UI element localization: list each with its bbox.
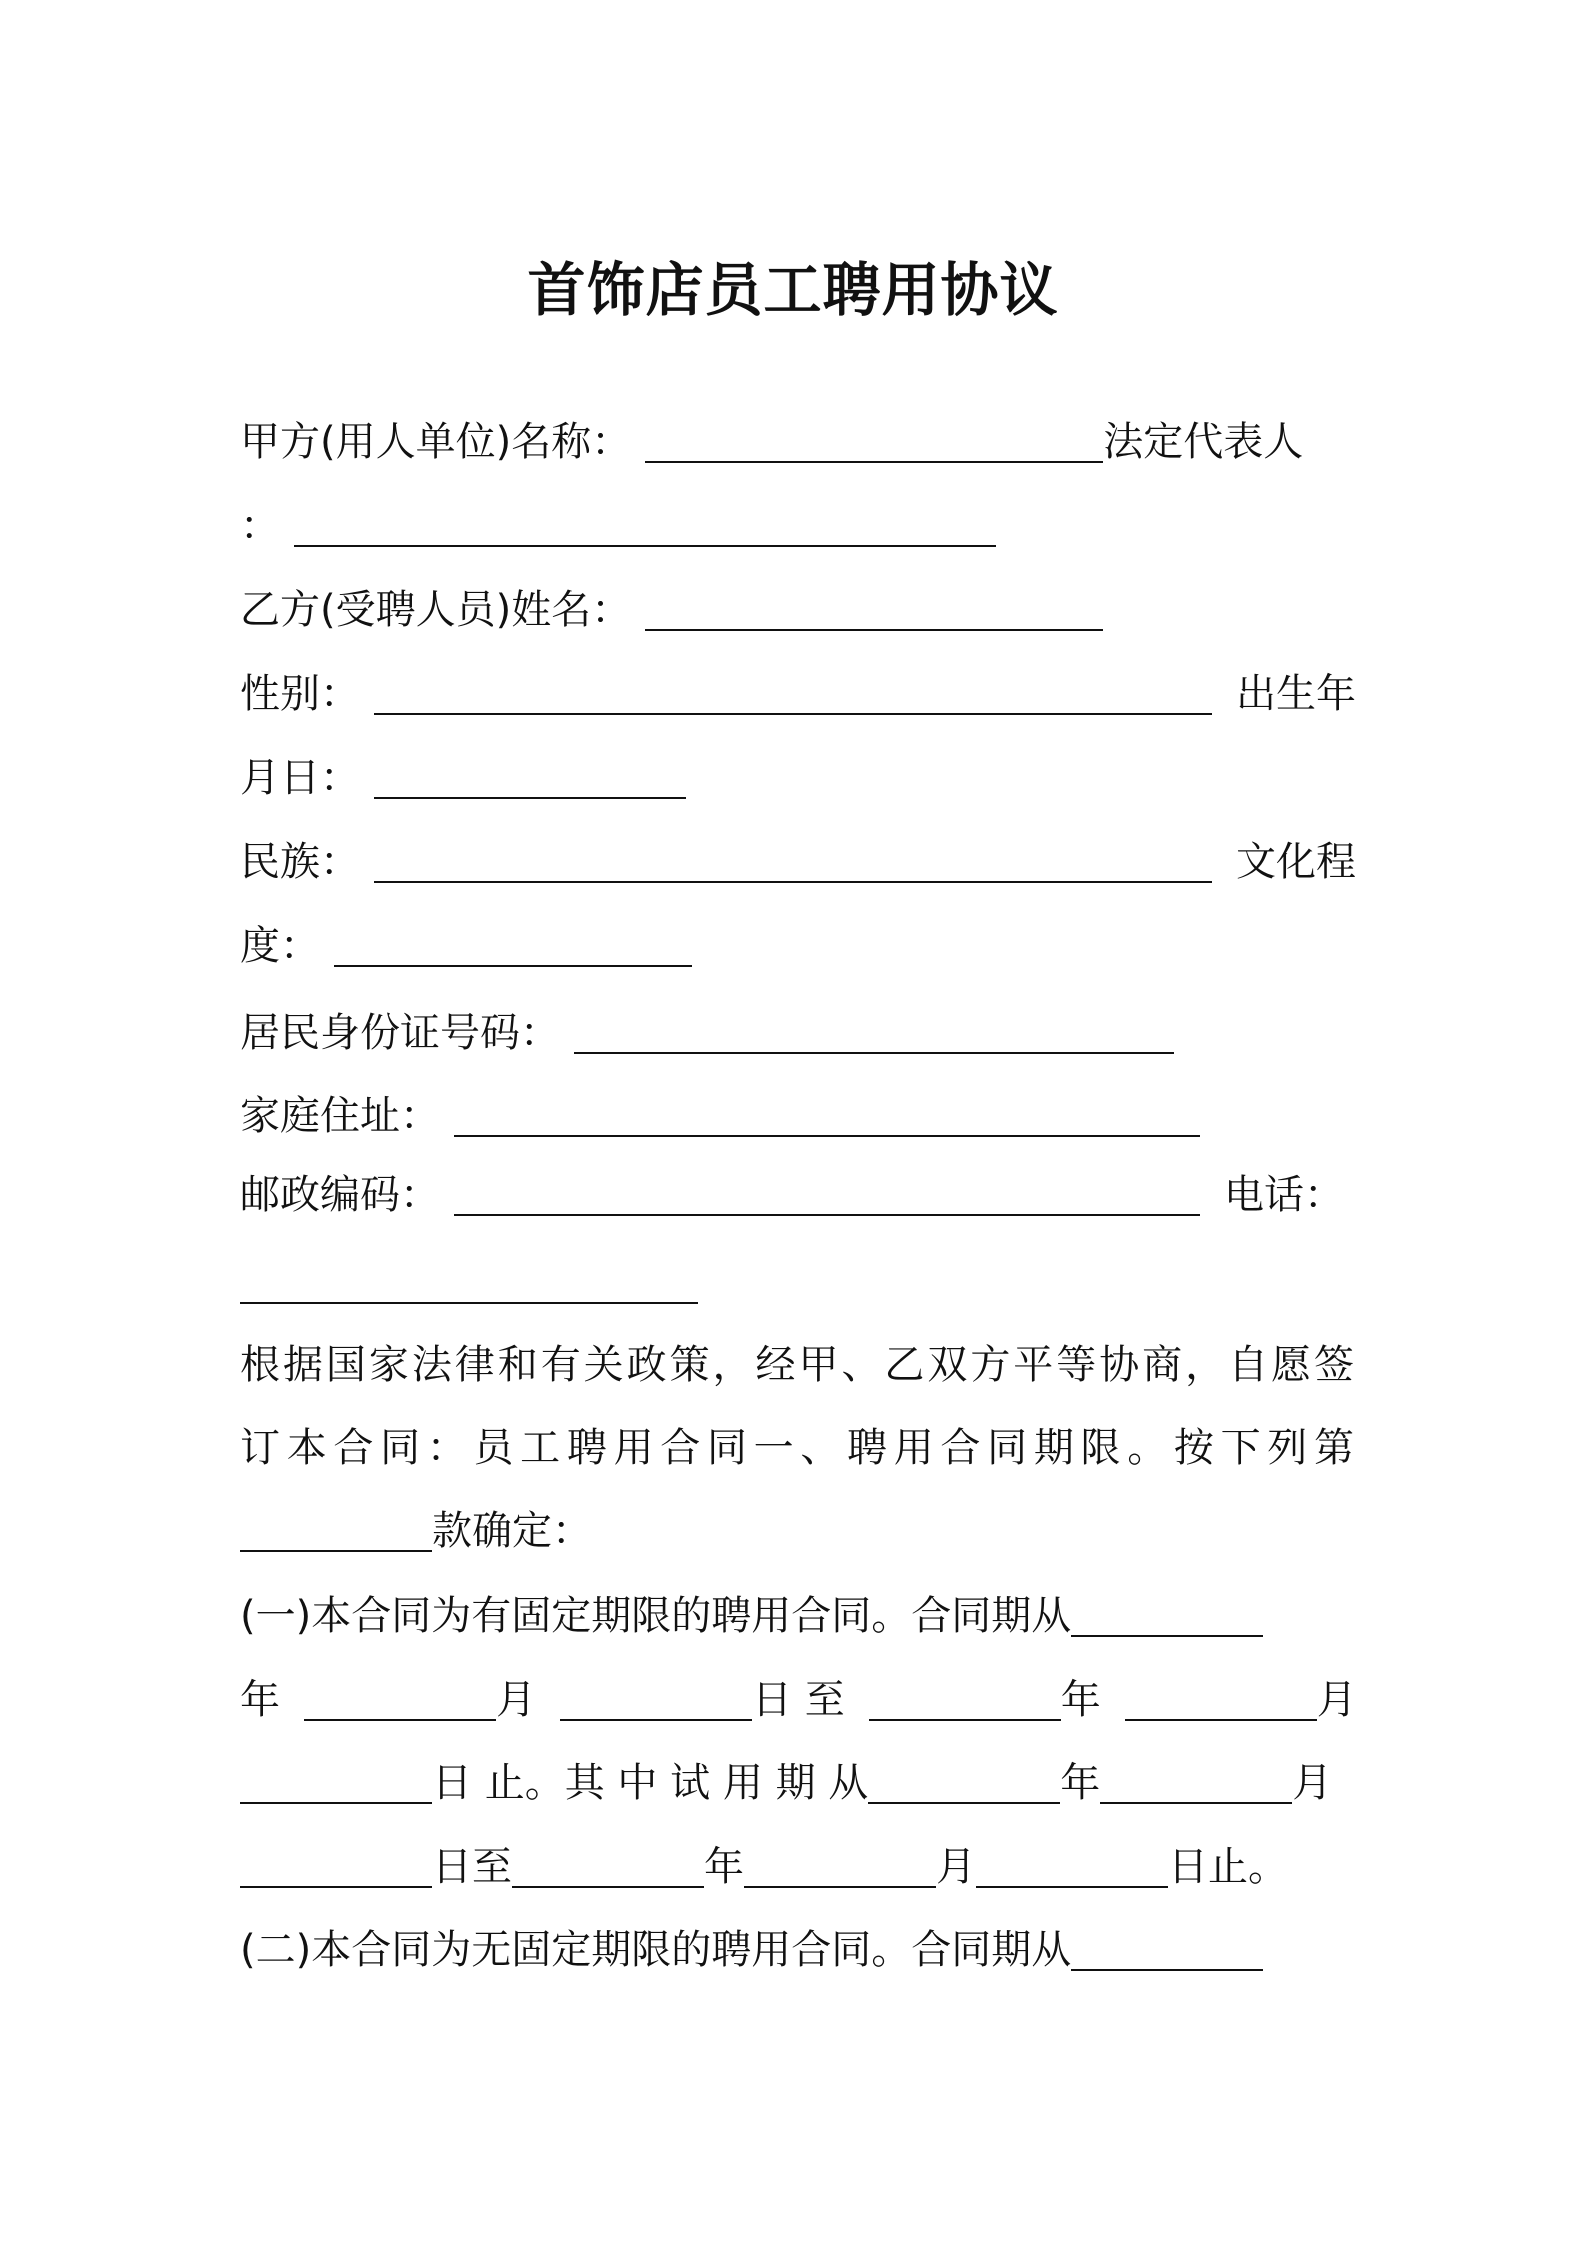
trial-end-year-field[interactable] <box>512 1846 704 1888</box>
birth-label: 出生年 <box>1236 671 1356 717</box>
legal-rep-field[interactable] <box>294 505 996 547</box>
gender-line <box>240 664 1354 724</box>
address-field[interactable] <box>454 1095 1200 1137</box>
postal-code-field[interactable] <box>454 1174 1200 1216</box>
year-label: 年 <box>704 1844 744 1890</box>
trial-end-month-field[interactable] <box>744 1846 936 1888</box>
month-label: 月 <box>1316 1677 1357 1723</box>
ethnic-field[interactable] <box>374 841 1212 883</box>
party-a-name-field[interactable] <box>645 421 1103 463</box>
address-label: 家庭住址： <box>240 1093 440 1139</box>
term-option-field[interactable] <box>240 1510 432 1552</box>
month-label: 月 <box>1292 1760 1333 1806</box>
year-label: 年 <box>240 1677 280 1723</box>
term-option-tail: 款确定： <box>432 1508 592 1554</box>
ethnic-line <box>240 832 1354 892</box>
gender-field[interactable] <box>374 673 1212 715</box>
phone-line <box>240 1253 1354 1313</box>
party-b-name-field[interactable] <box>645 589 1103 631</box>
ethnic-label: 民族： <box>240 839 360 885</box>
document-title: 首饰店员工聘用协议 <box>527 256 1059 324</box>
address-line <box>240 1086 1354 1146</box>
month-label: 月 <box>936 1844 976 1890</box>
open-start-year-field[interactable] <box>1071 1929 1263 1971</box>
fixed-end-month-field[interactable] <box>1125 1679 1317 1721</box>
education-line <box>240 916 1354 976</box>
id-number-field[interactable] <box>574 1012 1174 1054</box>
education-field[interactable] <box>334 925 692 967</box>
fixed-start-day-field[interactable] <box>560 1679 752 1721</box>
clause-1-line-1 <box>240 1586 1354 1646</box>
trial-start-month-field[interactable] <box>1100 1762 1292 1804</box>
id-number-label: 居民身份证号码： <box>240 1010 560 1056</box>
intro-line-3 <box>240 1501 1354 1561</box>
year-label: 年 <box>1060 1760 1101 1806</box>
clause-2-text: (二)本合同为无固定期限的聘用合同。合同期从 <box>240 1927 1072 1973</box>
day-stop-label: 日止。 <box>1168 1844 1288 1890</box>
party-a-name-label: 甲方(用人单位)名称： <box>240 419 632 465</box>
trial-start-year-field[interactable] <box>868 1762 1060 1804</box>
fixed-end-day-field[interactable] <box>240 1762 432 1804</box>
gender-label: 性别： <box>240 671 360 717</box>
intro-line-1: 根据国家法律和有关政策，经甲、乙双方平等协商，自愿签 <box>240 1342 1354 1388</box>
legal-rep-label: 法定代表人 <box>1103 419 1304 465</box>
phone-label: 电话： <box>1224 1172 1344 1218</box>
clause-1-line-2 <box>240 1670 1357 1730</box>
clause-2-line-1 <box>240 1920 1354 1980</box>
party-b-line <box>240 580 1354 640</box>
birth-line <box>240 748 1354 808</box>
education-label: 文化程 <box>1236 839 1356 885</box>
trial-end-day-field[interactable] <box>976 1846 1168 1888</box>
fixed-start-month-field[interactable] <box>304 1679 496 1721</box>
postal-code-label: 邮政编码： <box>240 1172 440 1218</box>
day-to-label: 日 至 <box>752 1677 845 1723</box>
party-b-name-label: 乙方(受聘人员)姓名： <box>240 587 632 633</box>
clause-1-text: (一)本合同为有固定期限的聘用合同。合同期从 <box>240 1593 1072 1639</box>
party-a-line <box>240 412 1354 472</box>
trial-start-day-field[interactable] <box>240 1846 432 1888</box>
id-line <box>240 1003 1354 1063</box>
education-label-cont: 度： <box>240 923 320 969</box>
birth-field[interactable] <box>374 757 686 799</box>
legal-rep-line <box>240 496 1354 556</box>
clause-1-line-3 <box>240 1753 1354 1813</box>
year-label: 年 <box>1060 1677 1101 1723</box>
phone-field[interactable] <box>240 1262 698 1304</box>
trial-period-label: 日 止。其 中 试 用 期 从 <box>432 1760 869 1806</box>
fixed-end-year-field[interactable] <box>869 1679 1061 1721</box>
day-to-label: 日至 <box>432 1844 512 1890</box>
intro-line-2: 订本合同：员工聘用合同一、聘用合同期限。按下列第 <box>240 1425 1354 1471</box>
birth-label-cont: 月日： <box>240 755 360 801</box>
fixed-start-year-field[interactable] <box>1071 1595 1263 1637</box>
postal-line <box>240 1165 1354 1225</box>
legal-rep-colon: ： <box>240 503 280 549</box>
clause-1-line-4 <box>240 1837 1354 1897</box>
month-label: 月 <box>496 1677 536 1723</box>
